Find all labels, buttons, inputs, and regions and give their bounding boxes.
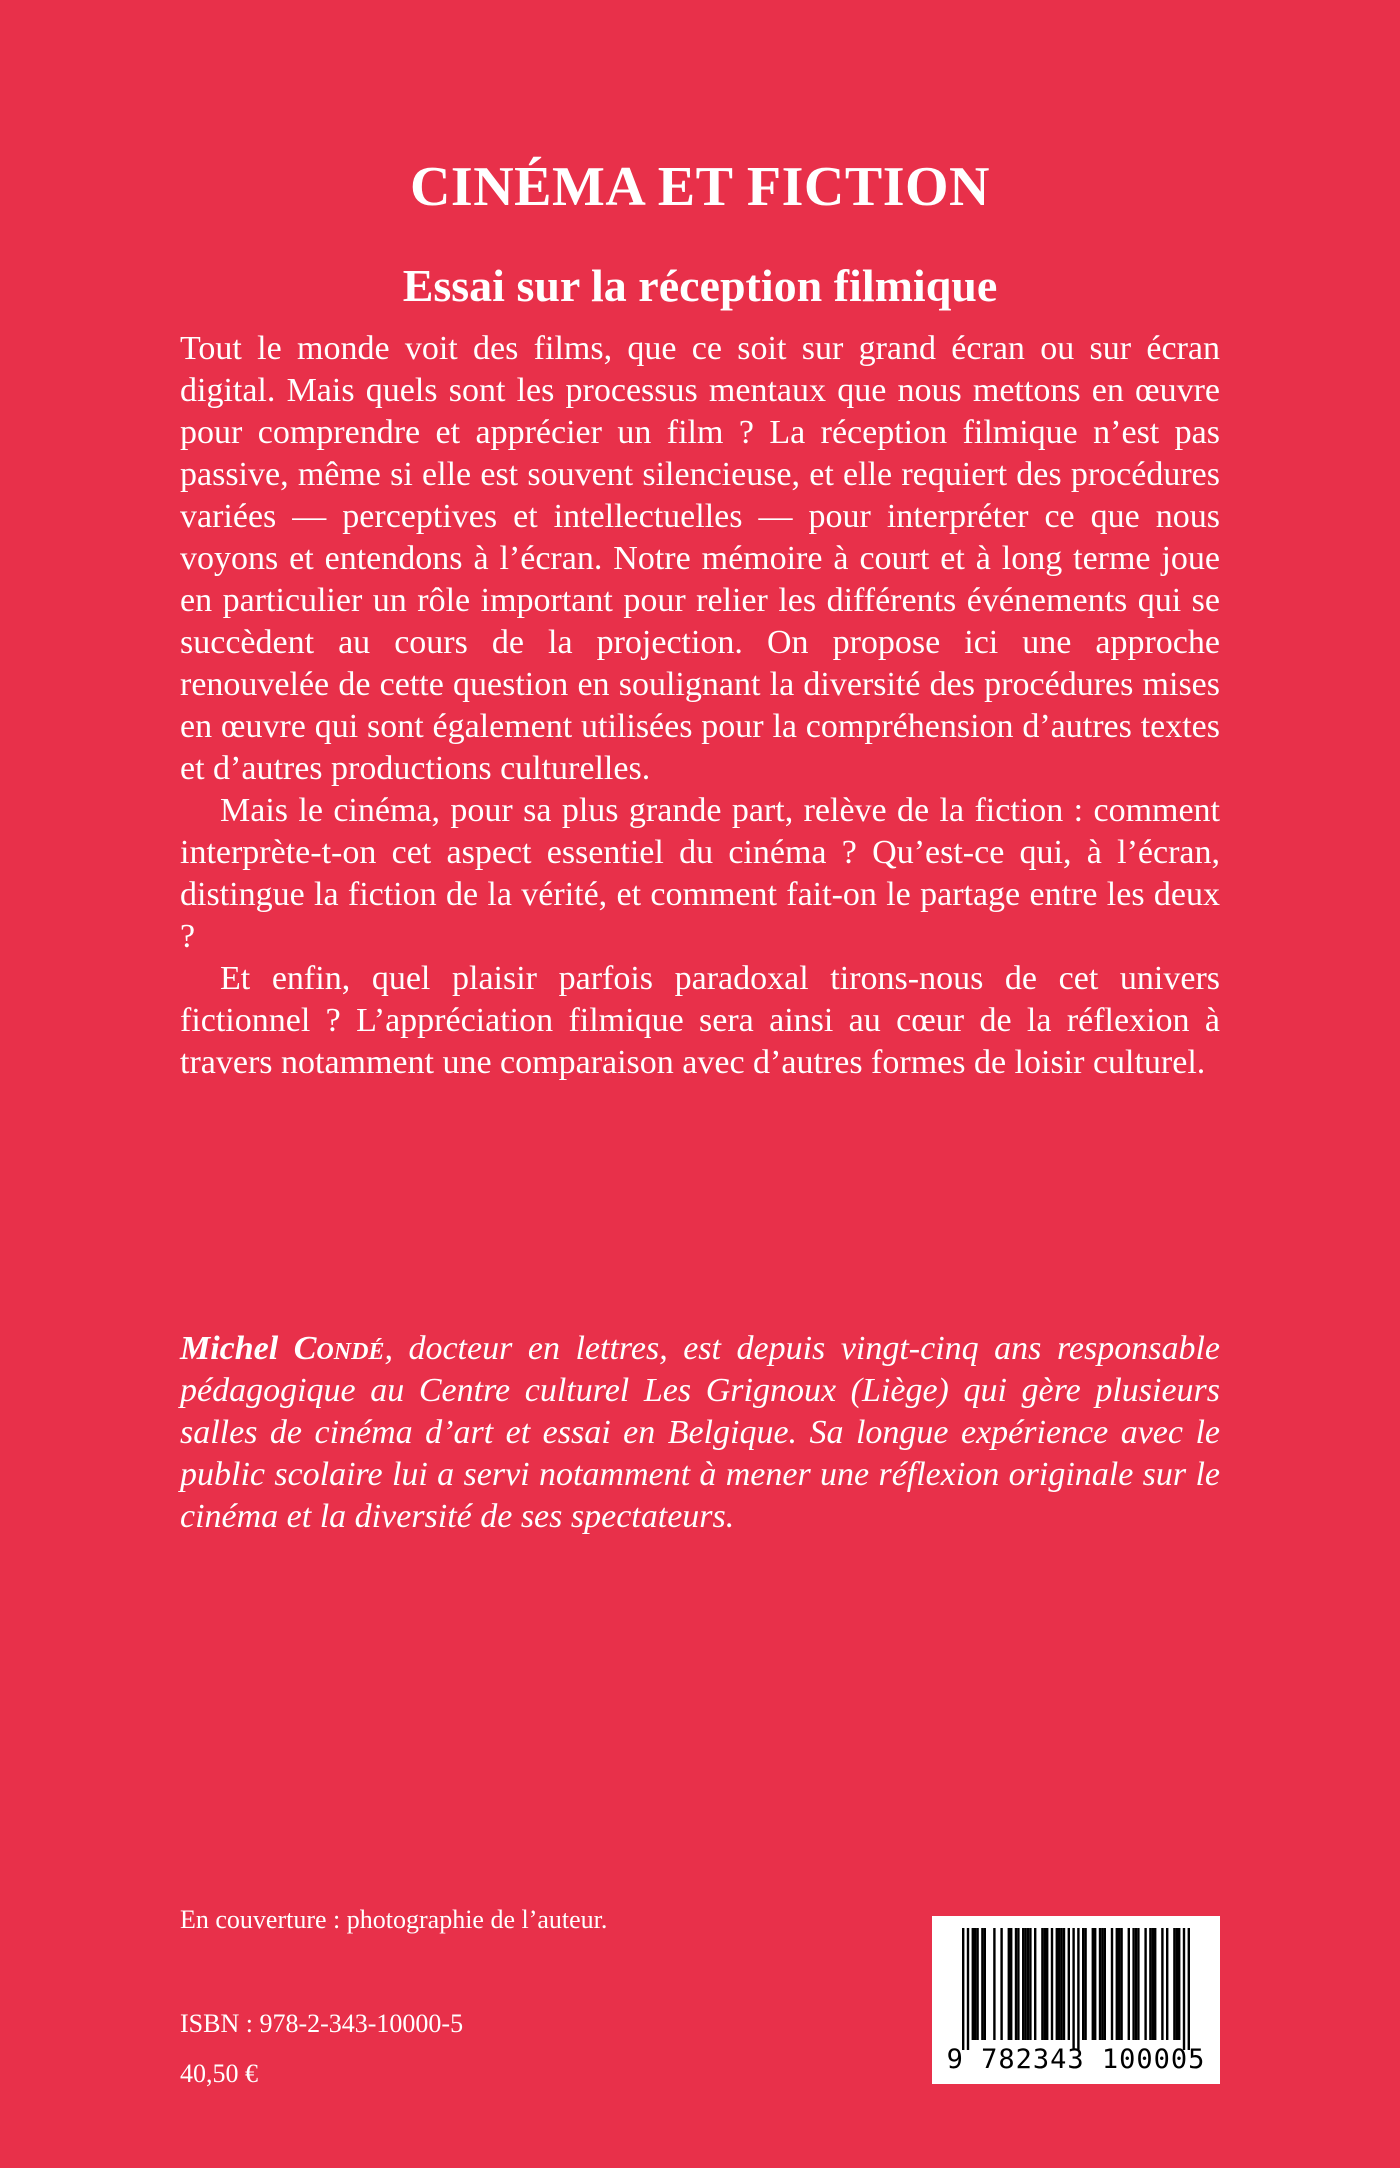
barcode-bar	[1010, 1928, 1012, 2040]
barcode-bar	[1068, 1928, 1070, 2040]
barcode-bar	[1044, 1928, 1046, 2040]
barcode-bar	[1060, 1928, 1062, 2040]
barcode-bar	[1183, 1928, 1185, 2050]
barcode-bar	[1188, 1928, 1190, 2050]
barcode-bar	[1144, 1928, 1146, 2040]
barcode-bar	[1022, 1928, 1024, 2040]
barcode-bar	[1178, 1928, 1180, 2040]
barcode-bar	[1120, 1928, 1122, 2040]
barcode-bar	[962, 1928, 964, 2050]
barcode-bar	[1118, 1928, 1120, 2040]
barcode-bar	[1027, 1928, 1029, 2040]
barcode-bar	[1056, 1928, 1058, 2040]
barcode-bar	[1084, 1928, 1086, 2040]
barcode-bar	[993, 1928, 995, 2040]
blurb-paragraph: Et enfin, quel plaisir parfois paradoxal tirons-nous de cet univers fictionnel ? L’appréciation filmique sera ainsi au cœur de la réflexion à travers notamment une comparaison avec d’autres formes de loisir culturel.	[180, 960, 1220, 1081]
blurb-paragraph: Tout le monde voit des films, que ce soit sur grand écran ou sur écran digital. Mais quels sont les processus mentaux que nous mettons en œuvre pour comprendre et apprécier un film ? La réception filmique n’est pas passive, même si elle est souvent silencieuse, et elle requiert des procédures variées — perceptives et intellectuelles — pour interpréter ce que nous voyons et entendons à l’écran. Notre mémoire à court et à long terme joue en particulier un rôle important pour relier les différents événements qui se succèdent au cours de la projection. On propose ici une approche renouvelée de cette question en soulignant la diversité des procédures mises en œuvre qui sont également utilisées pour la compréhension d’autres textes et d’autres productions culturelles.	[180, 330, 1220, 787]
book-title: CINÉMA ET FICTION	[409, 155, 990, 218]
barcode-bar	[1058, 1928, 1060, 2040]
barcode-bar	[1128, 1928, 1130, 2040]
barcode-bar	[1116, 1928, 1118, 2040]
barcode-bar	[1008, 1928, 1010, 2040]
barcode-bar	[1015, 1928, 1017, 2040]
barcode-bar	[1017, 1928, 1019, 2040]
barcode-bar	[1000, 1928, 1002, 2040]
barcode-bar	[1101, 1928, 1103, 2040]
price: 40,50 €	[180, 2059, 258, 2088]
barcode-bar	[1094, 1928, 1096, 2040]
barcode-bar	[974, 1928, 976, 2040]
blurb-paragraph: Mais le cinéma, pour sa plus grande part, relève de la fiction : comment interprète-t-on cet aspect essentiel du cinéma ? Qu’est-ce qui, à l’écran, distingue la fiction de la vérité, et comment fait-on le partage entre les deux ?	[180, 792, 1220, 955]
barcode-bar	[1041, 1928, 1043, 2040]
barcode-bar	[1046, 1928, 1048, 2040]
barcode-bar	[1072, 1928, 1074, 2050]
barcode-bar	[1137, 1928, 1139, 2040]
barcode-bar	[976, 1928, 978, 2040]
barcode-bar	[1024, 1928, 1026, 2040]
author-last-name: Condé	[293, 1330, 385, 1367]
barcode-bar	[1152, 1928, 1154, 2040]
author-first-name: Michel	[180, 1330, 279, 1367]
barcode-bar	[1063, 1928, 1065, 2040]
barcode-bar	[1082, 1928, 1084, 2040]
barcode-bar	[1034, 1928, 1036, 2040]
blurb	[180, 328, 1220, 1084]
barcode-bar	[1104, 1928, 1106, 2040]
barcode-bar	[1051, 1928, 1053, 2040]
barcode-bar	[1092, 1928, 1094, 2040]
barcode-bar	[981, 1928, 983, 2040]
barcode-digits: 9 782343 100005	[946, 2044, 1206, 2075]
barcode-bar	[1111, 1928, 1113, 2040]
barcode-bar	[1173, 1928, 1175, 2040]
barcode-bar	[1135, 1928, 1137, 2040]
author-bio	[180, 1328, 1220, 1538]
barcode-bar	[1099, 1928, 1101, 2040]
barcode-bar	[1154, 1928, 1156, 2040]
barcode-bar	[984, 1928, 986, 2040]
barcode-bar	[1077, 1928, 1079, 2050]
barcode-bar	[1176, 1928, 1178, 2040]
cover-credit: En couverture : photographie de l’auteur.	[180, 1905, 608, 1934]
barcode-bar	[1161, 1928, 1163, 2040]
author-bio-text: , docteur en lettres, est depuis vingt-cinq ans responsable pédagogique au Centre culturel Les Grignoux (Liège) qui gère plusieurs salles de cinéma d’art et essai en Belgique. Sa longue expérience avec le public scolaire lui a servi notamment à mener une réflexion originale sur le cinéma et la diversité de ses spectateurs.	[180, 1330, 1221, 1535]
isbn: ISBN : 978-2-343-10000-5	[180, 2009, 464, 2038]
book-subtitle: Essai sur la réception filmique	[402, 260, 998, 312]
barcode-bar	[972, 1928, 974, 2040]
barcode-bar	[1132, 1928, 1134, 2040]
barcode-bar	[1166, 1928, 1168, 2040]
barcode-bar	[1029, 1928, 1031, 2040]
barcode	[932, 1916, 1220, 2084]
barcode-bar	[1149, 1928, 1151, 2040]
barcode-bar	[967, 1928, 969, 2050]
